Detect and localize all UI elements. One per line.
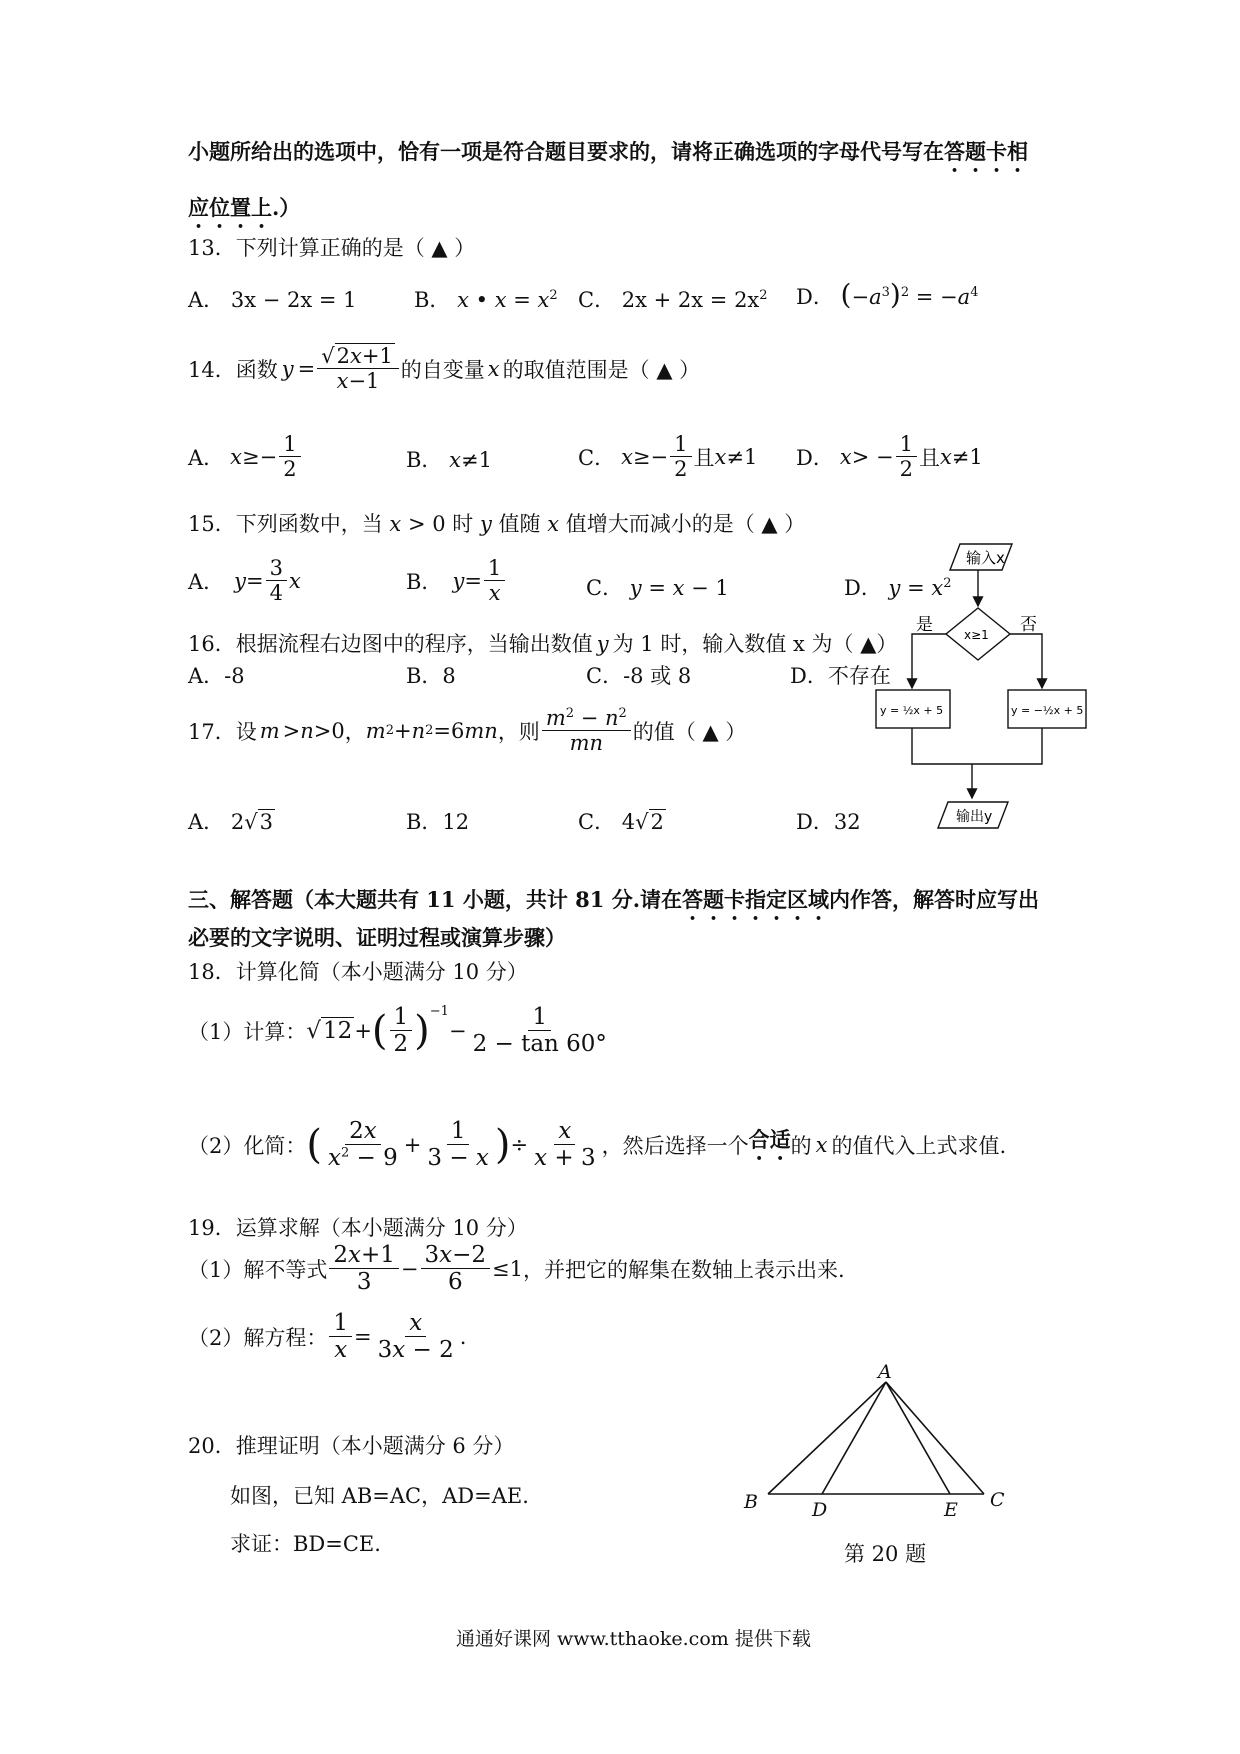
q15-option-c: C． y = x − 1	[586, 576, 729, 600]
q16-stem: 16．根据流程右边图中的程序，当输出数值 y 为 1 时，输入数值 x 为（ ▲）	[188, 632, 898, 656]
q14-option-b: B． x≠1	[406, 448, 492, 472]
q13-option-c: C． $2x + 2x = 2x^2$	[578, 288, 768, 312]
q17-option-b: B．12	[406, 810, 470, 834]
flowchart-input-label: 输入x	[966, 549, 1005, 567]
q15-option-a: A． y = $\frac{3}{4}$ x	[188, 556, 301, 606]
q13-option-a-expr: 3x − 2x = 1	[230, 288, 357, 312]
q15-option-b: B． y = $\frac{1}{x}$	[406, 556, 507, 605]
q20-figure-caption: 第 20 题	[844, 1542, 927, 1566]
section-instructions-line1: 小题所给出的选项中，恰有一项是符合题目要求的，请将正确选项的字母代号写在答题卡相	[188, 139, 1028, 164]
q16-option-d: D．不存在	[790, 664, 891, 688]
q14-stem: 14． 函数 y = $\frac{√2x+1}{x-1}$ 的自变量 x 的取值范围是（ ▲ ）	[188, 344, 701, 394]
segment-ae	[886, 1382, 950, 1494]
q19-part1: （1）解不等式 $\frac{2x+1}{3}$ − $\frac{3x-2}{6}$ ≤1 ，并把它的解集在数轴上表示出来.	[188, 1242, 845, 1296]
q16-option-a: A．-8	[188, 664, 245, 688]
q17-option-c: C． 4√2	[578, 810, 664, 834]
flowchart-no: 否	[1020, 615, 1037, 635]
section3-heading-line1: 三、解答题（本大题共有 11 小题，共计 81 分.请在答题卡指定区域内作答，解答时应写出	[188, 887, 1040, 912]
flowchart-condition: x≥1	[964, 628, 989, 642]
segment-ac	[886, 1382, 984, 1494]
triangle-figure	[736, 1364, 1016, 1524]
q14-function-fraction: $\frac{√2x+1}{x-1}$	[317, 344, 399, 393]
q13-stem: 13．下列计算正确的是（ ▲ ）	[188, 236, 476, 260]
segment-ad	[822, 1382, 886, 1494]
section-instructions-line2: 应位置上.）	[188, 195, 301, 220]
q20-title: 20．推理证明（本小题满分 6 分）	[188, 1434, 515, 1458]
q16-option-b: B．8	[406, 664, 456, 688]
q13-option-a: A． 3x − 2x = 1	[188, 288, 357, 312]
flowchart	[860, 540, 1120, 840]
section3-heading-line2: 必要的文字说明、证明过程或演算步骤）	[188, 925, 566, 950]
q17-option-a: A． 2√3	[188, 810, 273, 834]
q13-option-b: B． x • $x = x^2$	[414, 288, 558, 312]
q14-option-a: A． x ≥− $\frac{1}{2}$	[188, 432, 303, 481]
q15-stem: 15．下列函数中，当 x > 0 时 y 值随 x 值增大而减小的是（ ▲ ）	[188, 512, 806, 536]
q18-part2: （2）化简： ( $\frac{2x}{x^2 - 9}$ + $\frac{1}{3 - x}$ ) ÷ $\frac{x}{x + 3}$ ，然后选择一个 合适 的 x 的值代入上式求值.	[188, 1118, 1007, 1172]
vertex-e-label: E	[944, 1499, 958, 1521]
q15-option-d: D． $y = x^2$	[844, 576, 952, 600]
q20-given: 如图，已知 AB=AC，AD=AE.	[230, 1484, 529, 1508]
q17-stem: 17． 设 m > n >0 ， m 2 + n 2 =6 mn ，则 $\frac{m^2 - n^2}{mn}$ 的值（ ▲ ）	[188, 706, 747, 756]
q16-option-c: C．-8 或 8	[586, 664, 692, 688]
q17-option-d: D．32	[796, 810, 861, 834]
vertex-a-label: A	[878, 1364, 892, 1383]
flowchart-left-formula: y = ½x + 5	[880, 704, 944, 717]
vertex-c-label: C	[990, 1489, 1005, 1511]
flowchart-right-formula: y = −½x + 5	[1011, 704, 1084, 717]
q20-prove: 求证：BD=CE.	[230, 1532, 381, 1556]
flowchart-output-label: 输出y	[956, 809, 993, 825]
q19-title: 19．运算求解（本小题满分 10 分）	[188, 1216, 528, 1240]
vertex-b-label: B	[744, 1491, 758, 1513]
flowchart-yes: 是	[916, 615, 933, 635]
q19-part2: （2）解方程： $\frac{1}{x}$ = $\frac{x}{3x - 2}$ .	[188, 1310, 467, 1364]
q14-option-d: D． x > − $\frac{1}{2}$ 且 x ≠1	[796, 432, 983, 482]
q18-part1: （1）计算： √12 + ( $\frac{1}{2}$ ) $^{-1}$ − $\frac{1}{2 - \tan 60^\circ}$	[188, 1004, 607, 1058]
page-footer: 通通好课网 www.tthaoke.com 提供下载	[456, 1628, 811, 1650]
q13-option-d: D． $(-a^3)^2 = -a^4$	[796, 278, 979, 311]
q14-option-c: C． x ≥− $\frac{1}{2}$ 且 x ≠1	[578, 432, 758, 482]
vertex-d-label: D	[812, 1499, 828, 1521]
q18-title: 18．计算化简（本小题满分 10 分）	[188, 960, 528, 984]
segment-ab	[768, 1382, 886, 1494]
